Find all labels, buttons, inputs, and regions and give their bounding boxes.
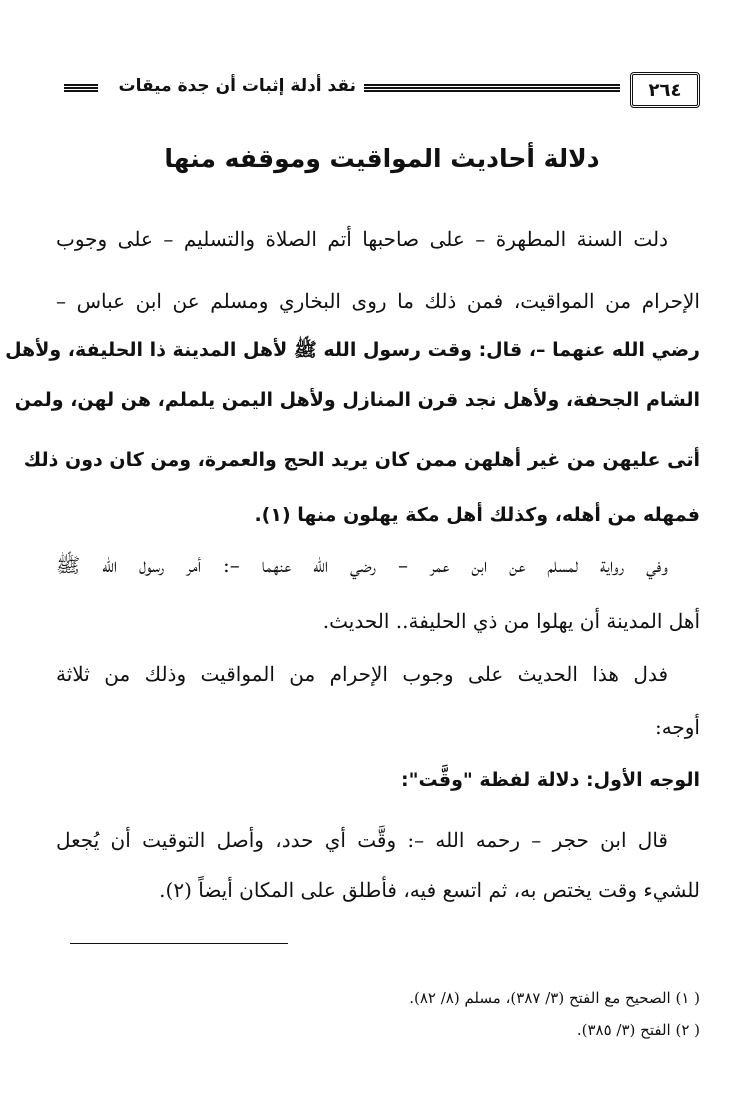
page-number: ٢٦٤ [630,72,700,108]
body-line: الشام الجحفة، ولأهل نجد قرن المنازل ولأهل اليمن يلملم، هن لهن، ولمن [14,389,700,411]
subheading: الوجه الأول: دلالة لفظة "وقَّت": [401,769,700,791]
body-line: وفي رواية لمسلم عن ابن عمر – رضي الله عنهما –: أمر رسول الله ﷺ [56,553,668,577]
body-line: فدل هذا الحديث على وجوب الإحرام من المواقيت وذلك من ثلاثة [56,662,669,686]
footnote: ( ٢) الفتح (٣/ ٣٨٥). [576,1021,700,1039]
section-title: دلالة أحاديث المواقيت وموقفه منها [164,144,600,173]
body-line: للشيء وقت يختص به، ثم اتسع فيه، فأطلق على المكان أيضاً (٢). [159,878,700,902]
body-line: قال ابن حجر – رحمه الله –: وقَّت أي حدد، وأصل التوقيت أن يُجعل [56,828,668,852]
running-title: نقد أدلة إثبات أن جدة ميقات [118,76,356,96]
body-line: أتى عليهن من غير أهلهن ممن كان يريد الحج والعمرة، ومن كان دون ذلك [23,449,700,471]
body-line: دلت السنة المطهرة – على صاحبها أتم الصلاة والتسليم – على وجوب [56,227,668,251]
body-line: أهل المدينة أن يهلوا من ذي الحليفة.. الحديث. [322,609,700,633]
footnote: ( ١) الصحيح مع الفتح (٣/ ٣٨٧)، مسلم (٨/ ٨٢). [409,989,700,1007]
body-line: أوجه: [654,715,700,739]
header-rule-short [64,84,98,92]
header-rule-long [364,84,620,92]
body-line: الإحرام من المواقيت، فمن ذلك ما روى البخاري ومسلم عن ابن عباس – [56,289,700,313]
body-line: فمهله من أهله، وكذلك أهل مكة يهلون منها (١). [254,504,700,526]
footnote-separator [70,943,288,944]
body-line: رضي الله عنهما –، قال: وقت رسول الله ﷺ لأهل المدينة ذا الحليفة، ولأهل [5,339,700,361]
page-header [64,72,700,106]
